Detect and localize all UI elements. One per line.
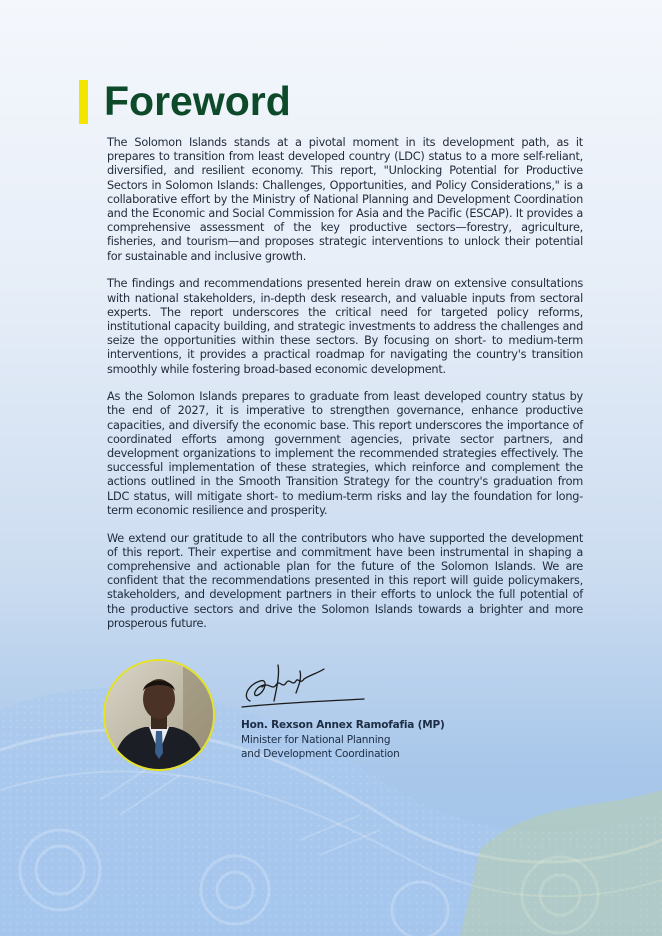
signatory-role-line-1: Minister for National Planning bbox=[241, 734, 391, 746]
signatory-role-line-2: and Development Coordination bbox=[241, 748, 400, 760]
portrait-illustration bbox=[105, 661, 213, 769]
signatory-name: Hon. Rexson Annex Ramofafia (MP) bbox=[241, 719, 445, 731]
page-title: Foreword bbox=[104, 78, 291, 124]
title-accent-bar bbox=[79, 80, 88, 124]
paragraph-4: We extend our gratitude to all the contributors who have supported the development of this report. Their expertise and commitment have been instrumental in shaping a comprehensive and actionable plan for the future of the Solomon Islands. We are confident that the recommendations presented in this report will guide policymakers, stakeholders, and development partners in their efforts to unlock the full potential of the productive sectors and drive the Solomon Islands towards a brighter and more prosperous future. bbox=[107, 531, 583, 630]
paragraph-3: As the Solomon Islands prepares to graduate from least developed country status by the end of 2027, it is imperative to strengthen governance, enhance productive capacities, and diversify the economic base. This report underscores the importance of coordinated efforts among government agencies, private sector partners, and development organizations to implement the recommended strategies effectively. The successful implementation of these strategies, which reinforce and complement the actions outlined in the Smooth Transition Strategy for the country's graduation from LDC status, will mitigate short- to medium-term risks and lay the foundation for long-term economic resilience and prosperity. bbox=[107, 390, 583, 517]
signatory-block bbox=[241, 718, 445, 761]
signature bbox=[238, 657, 368, 713]
paragraph-2: The findings and recommendations presented herein draw on extensive consultations with national stakeholders, in-depth desk research, and valuable inputs from sectoral experts. The report underscores the critical need for targeted policy reforms, institutional capacity building, and strategic investments to address the challenges and seize the opportunities within these sectors. By focusing on short- to medium-term interventions, it provides a practical roadmap for navigating the country's transition smoothly while fostering broad-based economic development. bbox=[107, 277, 583, 376]
minister-portrait bbox=[103, 659, 215, 771]
paragraph-1: The Solomon Islands stands at a pivotal moment in its development path, as it prepares to transition from least developed country (LDC) status to a more self-reliant, diversified, and resilient economy. This report, "Unlocking Potential for Productive Sectors in Solomon Islands: Challenges, Opportunities, and Policy Considerations," is a collaborative effort by the Ministry of National Planning and Development Coordination and the Economic and Social Commission for Asia and the Pacific (ESCAP). It provides a comprehensive assessment of the key productive sectors—forestry, agriculture, fisheries, and tourism—and proposes strategic interventions to unlock their potential for sustainable and inclusive growth. bbox=[107, 136, 583, 263]
foreword-body bbox=[107, 136, 583, 645]
